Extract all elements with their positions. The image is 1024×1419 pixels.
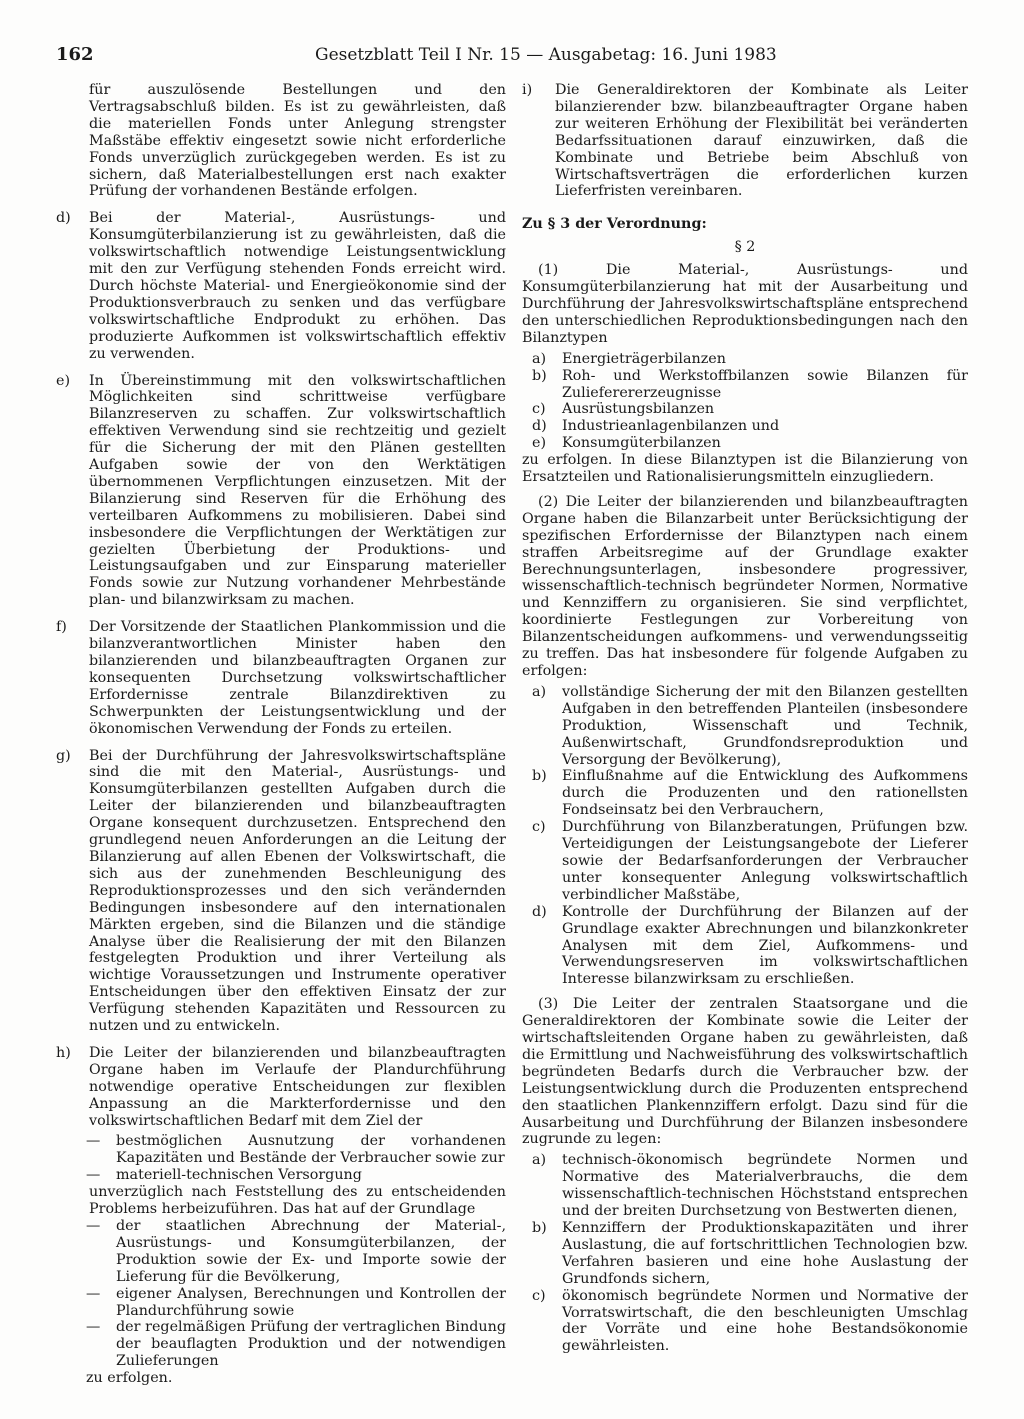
item-text: Energieträgerbilanzen [562,350,726,367]
dash-marker: — [86,1167,101,1184]
item-marker: c) [532,819,546,836]
item-text: ökonomisch begründete Normen und Normative der Vorratswirtschaft, die den beschleunigten Umschlag der Vorräte und eine hohe Bestandsökonomie gewährleisten. [562,1287,968,1355]
item-f [56,619,506,737]
item-marker: b) [532,1220,547,1236]
type-item [522,368,968,402]
basis-item [522,1152,968,1220]
item-h-middle: unverzüglich nach Feststellung des zu entscheidenden Problems herbeizuführen. Das hat auf der Grundlage [89,1184,506,1218]
item-marker: a) [532,683,547,700]
item-text: In Übereinstimmung mit den volkswirtschaftlichen Möglichkeiten sind schrittweise verfügbare Bilanzreserven zu schaffen. Zur volkswirtschaftlich effektiven Verwendung sind sie rechtzeitig und gezielt für die Sicherung der mit den Plänen gestellten Aufgaben sowie der von den Werktätigen übernommenen Verpflichtungen einzusetzen. Mit der Bilanzierung sind Reserven für die Erhöhung des verteilbaren Aufkommens zu mobilisieren. Dabei sind insbesondere die Verpflichtungen der Werktätigen zur gezielten Überbietung der Produktions- und Leistungsaufgaben und zur Einsparung materieller Fonds sowie zur Nutzung vorhandener Mehrbestände plan- und bilanzwirksam zu machen. [89,372,506,609]
item-text: Konsumgüterbilanzen [562,435,721,452]
item-marker: d) [56,210,71,227]
dash-text: der staatlichen Abrechnung der Material-, Ausrüstungs- und Konsumgüterbilanzen, der Produktion sowie der Ex- und Importe sowie der Lieferung für die Bevölkerung, [116,1218,506,1285]
section-heading: Zu § 3 der Verordnung: [522,216,707,233]
item-text: Ausrüstungsbilanzen [562,401,715,418]
subsection-2: (2) Die Leiter der bilanzierenden und bilanzbeauftragten Organe haben die Bilanzarbeit unter Berücksichtigung der spezifischen Erfordernisse der Bilanztypen nach einem straffen Arbeitsregime auf der Grundlage exakter Berechnungsunterlagen, insbesondere progressiver, wissenschaftlich-technisch begründeter Normen, Normative und Kennziffern zu organisieren. Sie sind verpflichtet, koordinierte Festlegungen zur Vorbereitung von Bilanzentscheidungen aufkommens- und verwendungsseitig zu treffen. Das hat insbesondere für folgende Aufgaben zu erfolgen: [522,493,968,679]
item-marker: h) [56,1044,71,1061]
dash-marker: — [86,1319,101,1336]
item-marker: e) [532,435,547,452]
dash-text: eigener Analysen, Berechnungen und Kontrollen der Plandurchführung sowie [116,1285,506,1319]
item-marker: c) [532,1287,546,1304]
item-marker: c) [532,401,546,418]
item-g [56,748,506,1035]
subsection-1: (1) Die Material-, Ausrüstungs- und Konsumgüterbilanzierung hat mit der Ausarbeitung und Durchführung der Jahresvolkswirtschaftspläne entsprechend den unterschiedlichen Reproduktionsbedingungen nach den Bilanztypen [522,262,968,346]
page-header [56,44,984,70]
item-text: Kennziffern der Produktionskapazitäten und ihrer Auslastung, die auf fortschrittlichen Technologien bzw. Verfahren basieren und eine hohe Auslastung der Grundfonds sichern, [562,1220,968,1287]
dash-marker: — [86,1218,101,1234]
item-text: Der Vorsitzende der Staatlichen Plankommission und die bilanzverantwortlichen Minister haben den bilanzierenden und bilanzbeauftragten Organen zur konsequenten Durchsetzung volkswirtschaftlicher Erfordernisse zentrale Bilanzdirektiven zu Schwerpunkten der Leistungsentwicklung und der ökonomischen Verwendung der Fonds zu erteilen. [89,619,506,737]
task-item [522,768,968,819]
dash-marker: — [86,1285,101,1302]
task-item [522,684,968,769]
item-text: Einflußnahme auf die Entwicklung des Aufkommens durch die Produzenten und den rationellsten Fondseinsatz bei den Verbrauchern, [562,768,968,819]
item-text: Kontrolle der Durchführung der Bilanzen auf der Grundlage exakter Abrechnungen und bilanzkonkreter Analysen mit dem Ziel, Aufkommens- und Verwendungsreserven im volkswirtschaftlichen Interesse bilanzwirksam zu erschließen. [562,903,968,988]
paragraph-sign: § 2 [734,239,756,256]
dash-item [56,1218,506,1286]
item-i [522,82,968,200]
item-text: Bei der Material-, Ausrüstungs- und Konsumgüterbilanzierung ist zu gewährleisten, daß die volkswirtschaftlich notwendige Leistungsentwicklung mit den zur Verfügung stehenden Fonds erreicht wird. Durch höchste Material- und Energieökonomie sind der Produktionsverbrauch zu senken und das verfügbare volkswirtschaftliche Endprodukt zu erhöhen. Das produzierte Aufkommen ist volkswirtschaftlich effektiv zu verwenden. [89,210,506,362]
dash-item [56,1133,506,1167]
subsection-3: (3) Die Leiter der zentralen Staatsorgane und die Generaldirektoren der Kombinate sowie die Leiter der wirtschaftsleitenden Organe haben zu gewährleisten, daß die Ermittlung und Nachweisführung des volkswirtschaftlich begründeten Bedarfs durch die Verbraucher bzw. der Leistungsentwicklung durch die Produzenten entsprechend den staatlichen Plankennziffern erfolgt. Dazu sind für die Ausarbeitung und Durchführung der Bilanzen insbesondere zugrunde zu legen: [522,996,968,1148]
page-number: 162 [56,44,94,65]
item-h [56,1045,506,1130]
item-text: Die Leiter der bilanzierenden und bilanzbeauftragten Organe haben im Verlaufe der Plandurchführung notwendige operative Entscheidungen zur flexiblen Anpassung an die Markterfordernisse und den volkswirtschaftlichen Bedarf mit dem Ziel der [89,1044,506,1129]
item-marker: b) [532,367,547,384]
right-column [522,82,968,1355]
dash-text: der regelmäßigen Prüfung der vertraglichen Bindung der beauflagten Produktion und der notwendigen Zulieferungen [116,1319,506,1370]
item-text: vollständige Sicherung der mit den Bilanzen gestellten Aufgaben in den betreffenden Planteilen (insbesondere Produktion, Wissenschaft und Technik, Außenwirtschaft, Grundfondsreproduktion und Versorgung der Bevölkerung), [562,683,968,768]
dash-text: bestmöglichen Ausnutzung der vorhandenen Kapazitäten und Bestände der Verbraucher sowie zur [116,1133,506,1167]
item-d [56,210,506,362]
item-h-end: zu erfolgen. [86,1370,173,1387]
item-text: Bei der Durchführung der Jahresvolkswirtschaftspläne sind die mit den Material-, Ausrüstungs- und Konsumgüterbilanzen gestellten Aufgaben durch die Leiter der bilanzierenden und bilanzbeauftragten Organe konsequent durchzusetzen. Entsprechend den grundlegend neuen Anforderungen an die Leitung der Bilanzierung auf allen Ebenen der Volkswirtschaft, die sich aus der zunehmenden Beschleunigung des Reproduktionsprozesses und den sich verändernden Bedingungen insbesondere auf den internationalen Märkten ergeben, sind die Bilanzen und die ständige Analyse über die Realisierung der mit den Bilanzen festgelegten Produktion und ihrer Verteilung als wichtige Voraussetzungen und Instrumente operativer Entscheidungen über den effektiven Einsatz der zur Verfügung stehenden Kapazitäten und Ressourcen zu nutzen und zu entwickeln. [89,747,506,1035]
task-item [522,904,968,989]
task-item [522,819,968,904]
left-column [56,82,506,1387]
type-item [522,435,968,452]
item-marker: i) [522,82,533,98]
dash-item [56,1167,506,1184]
dash-marker: — [86,1133,101,1150]
dash-item [56,1319,506,1370]
dash-item [56,1286,506,1320]
header-title: Gesetzblatt Teil I Nr. 15 — Ausgabetag: 16. Juni 1983 [315,45,777,65]
item-marker: a) [532,350,547,367]
type-item [522,401,968,418]
basis-item [522,1220,968,1288]
item-text: technisch-ökonomisch begründete Normen und Normative des Materialverbrauchs, die dem wissenschaftlich-technischen Höchststand entsprechen und der breiten Durchsetzung von Bestwerten dienen, [562,1152,968,1220]
item-marker: a) [532,1152,547,1169]
item-text: Die Generaldirektoren der Kombinate als Leiter bilanzierender bzw. bilanzbeauftragter Organe haben zur weiteren Erhöhung der Flexibilität bei veränderten Bedarfssituationen darauf einzuwirken, daß die Kombinate und Betriebe beim Abschluß von Wirtschaftsverträgen die erforderlichen kurzen Lieferfristen vereinbaren. [555,82,968,200]
type-item [522,418,968,435]
item-marker: g) [56,747,71,764]
item-marker: f) [56,619,67,636]
item-text: Durchführung von Bilanzberatungen, Prüfungen bzw. Verteidigungen der Leistungsangebote der Lieferer sowie der Bedarfsanforderungen der Verbraucher unter konsequenter Anlegung volkswirtschaftlich verbindlicher Maßstäbe, [562,819,968,903]
item-marker: e) [56,372,71,389]
item-marker: b) [532,768,547,785]
item-e [56,373,506,610]
basis-item [522,1288,968,1356]
subsection-1-end: zu erfolgen. In diese Bilanztypen ist die Bilanzierung von Ersatzteilen und Rationalisierungsmitteln einzugliedern. [522,452,968,486]
item-text: Industrieanlagenbilanzen und [562,418,780,435]
dash-text: materiell-technischen Versorgung [116,1167,362,1184]
type-item [522,351,968,368]
item-c-continuation: für auszulösende Bestellungen und den Vertragsabschluß bilden. Es ist zu gewährleisten, daß die materiellen Fonds unter Anlegung strengster Maßstäbe effektiv eingesetzt sowie nicht erforderliche Fonds unverzüglich zurückgegeben werden. Es ist zu sichern, daß Materialbestellungen erst nach exakter Prüfung der vorhandenen Bestände erfolgen. [89,82,506,200]
item-marker: d) [532,418,547,435]
item-text: Roh- und Werkstoffbilanzen sowie Bilanzen für Zulieferererzeugnisse [562,367,968,401]
item-marker: d) [532,903,547,920]
